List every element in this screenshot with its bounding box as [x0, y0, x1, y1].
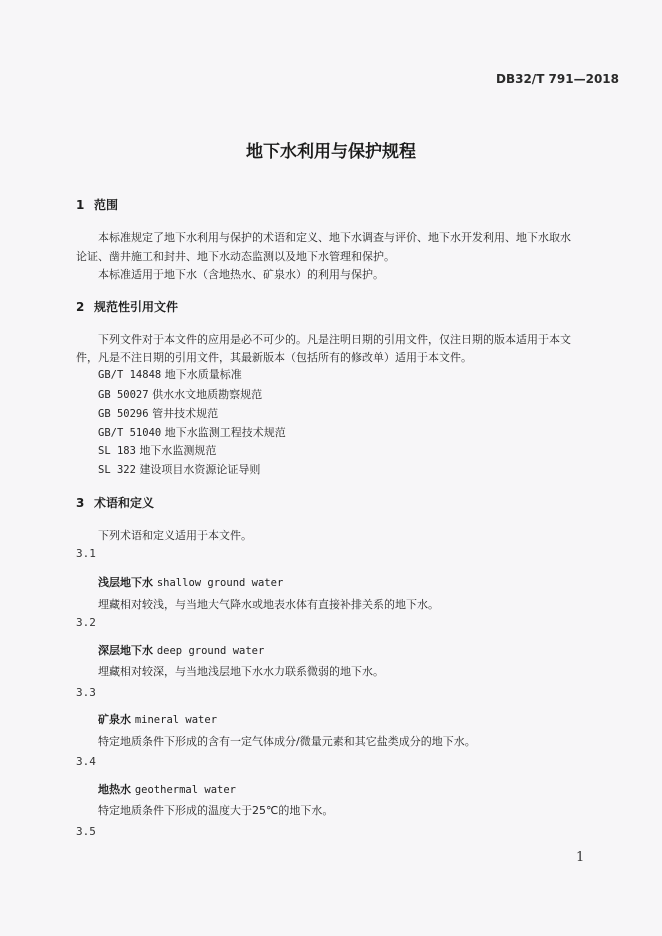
- term-heading: 地热水 geothermal water: [98, 783, 236, 796]
- reference-item: GB 50027 供水水文地质勘察规范: [98, 388, 263, 401]
- reference-item: GB/T 14848 地下水质量标准: [98, 368, 242, 381]
- clause-number: 3.3: [76, 686, 96, 699]
- section-number: 3: [76, 496, 85, 510]
- scope-paragraph-line: 论证、凿井施工和封井、地下水动态监测以及地下水管理和保护。: [76, 250, 395, 263]
- reference-item: SL 183 地下水监测规范: [98, 444, 217, 457]
- term-definition: 埋藏相对较浅，与当地大气降水或地表水体有直接补排关系的地下水。: [98, 598, 439, 611]
- clause-number: 3.5: [76, 825, 96, 838]
- clause-number: 3.4: [76, 755, 96, 768]
- references-intro-line: 下列文件对于本文件的应用是必不可少的。凡是注明日期的引用文件，仅注日期的版本适用于本文: [98, 333, 571, 346]
- document-title: 地下水利用与保护规程: [246, 142, 416, 162]
- section-title: 术语和定义: [94, 496, 155, 510]
- section-title: 范围: [94, 198, 119, 212]
- section-title: 规范性引用文件: [94, 300, 179, 314]
- term-definition: 特定地质条件下形成的温度大于25℃的地下水。: [98, 804, 334, 817]
- page-number: 1: [576, 850, 585, 865]
- section-number: 2: [76, 300, 85, 314]
- reference-item: SL 322 建设项目水资源论证导则: [98, 463, 261, 476]
- reference-item: GB/T 51040 地下水监测工程技术规范: [98, 426, 286, 439]
- section-heading-terms: [76, 494, 154, 511]
- term-definition: 埋藏相对较深，与当地浅层地下水水力联系微弱的地下水。: [98, 665, 384, 678]
- term-heading: 浅层地下水 shallow ground water: [98, 576, 284, 589]
- references-intro-line: 件，凡是不注日期的引用文件，其最新版本（包括所有的修改单）适用于本文件。: [76, 351, 472, 364]
- section-heading-scope: [76, 196, 118, 213]
- term-definition: 特定地质条件下形成的含有一定气体成分/微量元素和其它盐类成分的地下水。: [98, 735, 476, 748]
- clause-number: 3.2: [76, 616, 96, 629]
- section-number: 1: [76, 198, 85, 212]
- standard-number: DB32/T 791—2018: [496, 72, 619, 86]
- reference-item: GB 50296 管井技术规范: [98, 407, 219, 420]
- terms-intro: 下列术语和定义适用于本文件。: [98, 529, 252, 542]
- term-heading: 深层地下水 deep ground water: [98, 644, 265, 657]
- scope-paragraph-line: 本标准规定了地下水利用与保护的术语和定义、地下水调查与评价、地下水开发利用、地下水取水: [98, 231, 571, 244]
- section-heading-normative-references: [76, 298, 178, 315]
- clause-number: 3.1: [76, 547, 96, 560]
- scope-paragraph: 本标准适用于地下水（含地热水、矿泉水）的利用与保护。: [98, 268, 384, 281]
- term-heading: 矿泉水 mineral water: [98, 713, 218, 726]
